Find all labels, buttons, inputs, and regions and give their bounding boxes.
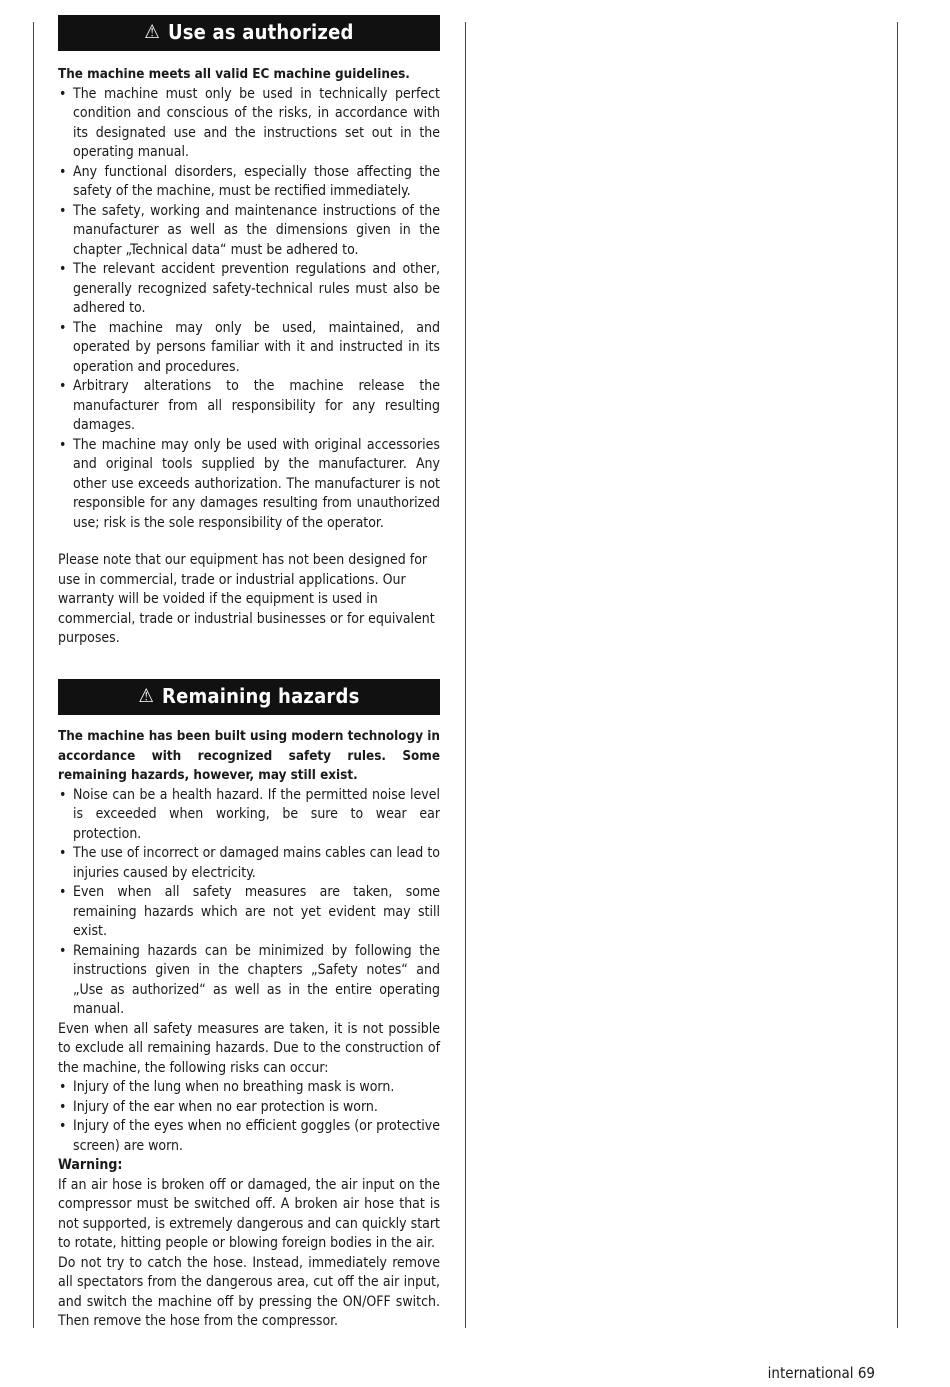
column-rule-right xyxy=(897,22,898,1328)
list-item: • The machine must only be used in technically perfect condition and conscious of the risks, in accordance with its designated use and the instructions set out in the operating manual. xyxy=(58,85,440,163)
warning-label: Warning: xyxy=(58,1157,123,1173)
warning-triangle-icon: ⚠ xyxy=(138,685,155,708)
body-paragraph: Even when all safety measures are taken, it is not possible to exclude all remaining hazards. Due to the construction of the machine, the following risks can occur: xyxy=(58,1020,440,1076)
bullet-list xyxy=(58,85,440,534)
list-item: • Arbitrary alterations to the machine release the manufacturer from all responsibility for any resulting damages. xyxy=(58,377,440,436)
section-heading-text: Use as authorized xyxy=(167,20,354,45)
list-item: • The use of incorrect or damaged mains cables can lead to injuries caused by electricity. xyxy=(58,844,440,883)
list-item: • The machine may only be used with original accessories and original tools supplied by the manufacturer. Any other use exceeds authorization. The manufacturer is not responsible for any damages resulting from unauthorized use; risk is the sole responsibility of the operator. xyxy=(58,436,440,534)
risk-list xyxy=(58,1078,440,1156)
section-heading xyxy=(58,679,440,715)
warning-triangle-icon: ⚠ xyxy=(144,21,160,44)
column-rule-left xyxy=(33,22,34,1328)
list-item: • The machine may only be used, maintained, and operated by persons familiar with it and instructed in its operation and procedures. xyxy=(58,319,440,378)
page-footer: international 69 xyxy=(767,1364,875,1382)
list-item: • Even when all safety measures are taken, some remaining hazards which are not yet evident may still exist. xyxy=(58,883,440,942)
section-heading-text: Remaining hazards xyxy=(162,684,360,709)
list-item: • Remaining hazards can be minimized by following the instructions given in the chapters „Safety notes“ and „Use as authorized“ as well as in the entire operating manual. xyxy=(58,942,440,1020)
list-item: • The safety, working and maintenance instructions of the manufacturer as well as the dimensions given in the chapter „Technical data“ must be adhered to. xyxy=(58,202,440,261)
warning-paragraph: If an air hose is broken off or damaged, the air input on the compressor must be switched off. A broken air hose that is not supported, is extremely dangerous and can quickly start to rotate, hitting people or blowing foreign bodies in the air. xyxy=(58,1176,440,1251)
warranty-note: Please note that our equipment has not been designed for use in commercial, trade or industrial applications. Our warranty will be voided if the equipment is used in commercial, trade or industrial businesses or for equivalent purposes. xyxy=(58,552,435,646)
section-intro: The machine meets all valid EC machine guidelines. xyxy=(58,67,410,82)
list-item: • Injury of the eyes when no efficient goggles (or protective screen) are worn. xyxy=(58,1117,440,1156)
list-item: • Noise can be a health hazard. If the permitted noise level is exceeded when working, be sure to wear ear protection. xyxy=(58,786,440,845)
list-item: • Injury of the lung when no breathing mask is worn. xyxy=(58,1078,440,1098)
bullet-list xyxy=(58,786,440,1020)
list-item: • Any functional disorders, especially those affecting the safety of the machine, must be rectified immediately. xyxy=(58,163,440,202)
section-intro: The machine has been built using modern technology in accordance with recognized safety rules. Some remaining hazards, however, may still exist. xyxy=(58,729,440,783)
column-rule-middle xyxy=(465,22,466,1328)
section-heading xyxy=(58,15,440,51)
list-item: • The relevant accident prevention regulations and other, generally recognized safety-technical rules must also be adhered to. xyxy=(58,260,440,319)
section-remaining-hazards xyxy=(58,679,440,1332)
list-item: • Injury of the ear when no ear protection is worn. xyxy=(58,1098,440,1118)
warning-paragraph: Do not try to catch the hose. Instead, immediately remove all spectators from the dangerous area, cut off the air input, and switch the machine off by pressing the ON/OFF switch. Then remove the hose from the compressor. xyxy=(58,1254,440,1329)
section-use-as-authorized xyxy=(58,15,440,649)
